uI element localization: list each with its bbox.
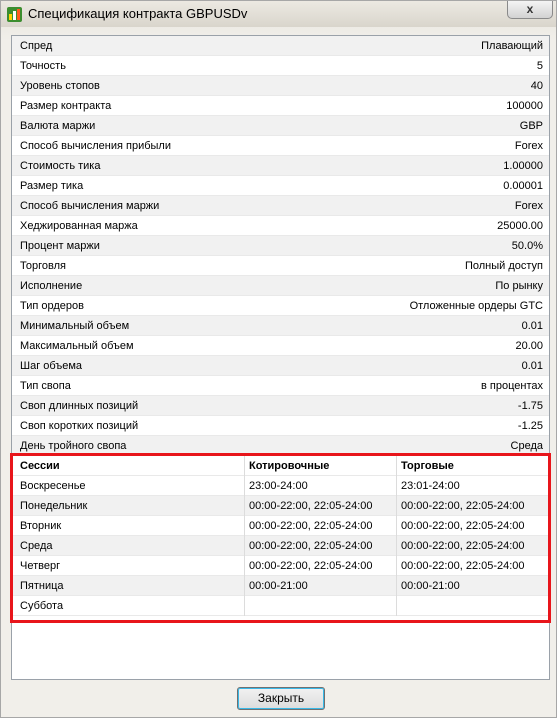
spec-row[interactable] (12, 156, 549, 176)
spec-value: в процентах (481, 380, 543, 392)
session-row[interactable] (12, 556, 549, 576)
spec-row[interactable] (12, 396, 549, 416)
spec-row[interactable] (12, 436, 549, 456)
window-close-button[interactable] (507, 1, 553, 19)
spec-value: Полный доступ (464, 260, 543, 272)
window-title: Спецификация контракта GBPUSDv (28, 6, 248, 21)
session-trade-hours (396, 596, 549, 616)
session-day: Воскресенье (20, 480, 86, 492)
spec-label: День тройного свопа (20, 440, 127, 452)
sessions-header-row (12, 456, 549, 476)
session-day: Четверг (20, 560, 61, 572)
spec-label: Способ вычисления маржи (20, 200, 160, 212)
spec-value: 0.01 (521, 360, 543, 372)
close-icon: x (526, 2, 534, 16)
spec-value: -1.25 (517, 420, 543, 432)
header-quote-sessions: Котировочные (244, 456, 396, 476)
spec-label: Тип ордеров (20, 300, 84, 312)
session-quote-hours: 00:00-21:00 (244, 576, 396, 596)
spec-label: Своп коротких позиций (20, 420, 139, 432)
spec-label: Стоимость тика (20, 160, 101, 172)
session-quote-hours (244, 596, 396, 616)
spec-row[interactable] (12, 116, 549, 136)
spec-row[interactable] (12, 96, 549, 116)
spec-row[interactable] (12, 296, 549, 316)
spec-value: -1.75 (517, 400, 543, 412)
spec-label: Максимальный объем (20, 340, 134, 352)
spec-value: Forex (514, 140, 543, 152)
session-quote-hours: 00:00-22:00, 22:05-24:00 (244, 556, 396, 576)
spec-label: Исполнение (20, 280, 83, 292)
spec-row[interactable] (12, 376, 549, 396)
session-quote-hours: 00:00-22:00, 22:05-24:00 (244, 536, 396, 556)
spec-value: 5 (536, 60, 543, 72)
spec-value: По рынку (495, 280, 543, 292)
session-day: Понедельник (20, 500, 88, 512)
spec-row[interactable] (12, 176, 549, 196)
session-row[interactable] (12, 496, 549, 516)
app-icon (6, 6, 23, 23)
spec-value: 20.00 (515, 340, 543, 352)
spec-label: Валюта маржи (20, 120, 96, 132)
session-day: Суббота (20, 600, 64, 612)
spec-label: Своп длинных позиций (20, 400, 139, 412)
spec-value: Плавающий (481, 40, 543, 52)
spec-row[interactable] (12, 196, 549, 216)
title-bar[interactable] (1, 1, 556, 27)
session-quote-hours: 00:00-22:00, 22:05-24:00 (244, 516, 396, 536)
spec-label: Размер контракта (20, 100, 112, 112)
spec-panel[interactable] (11, 35, 550, 680)
spec-value: Отложенные ордеры GTC (409, 300, 543, 312)
session-row[interactable] (12, 516, 549, 536)
spec-value: 1.00000 (503, 160, 543, 172)
header-sessions: Сессии (20, 460, 60, 472)
session-day: Среда (20, 540, 53, 552)
session-trade-hours: 00:00-22:00, 22:05-24:00 (396, 496, 549, 516)
header-trade-sessions: Торговые (396, 456, 549, 476)
session-trade-hours: 00:00-22:00, 22:05-24:00 (396, 556, 549, 576)
spec-row[interactable] (12, 56, 549, 76)
spec-row[interactable] (12, 356, 549, 376)
spec-value: 100000 (506, 100, 543, 112)
session-row[interactable] (12, 536, 549, 556)
session-trade-hours: 00:00-22:00, 22:05-24:00 (396, 516, 549, 536)
spec-label: Торговля (20, 260, 66, 272)
spec-label: Спред (20, 40, 53, 52)
session-quote-hours: 00:00-22:00, 22:05-24:00 (244, 496, 396, 516)
spec-value: Forex (514, 200, 543, 212)
session-trade-hours: 00:00-21:00 (396, 576, 549, 596)
spec-label: Точность (20, 60, 66, 72)
spec-label: Хеджированная маржа (20, 220, 138, 232)
close-button[interactable]: Закрыть (237, 687, 325, 710)
spec-table (12, 36, 549, 456)
spec-value: 0.01 (521, 320, 543, 332)
spec-row[interactable] (12, 416, 549, 436)
spec-row[interactable] (12, 36, 549, 56)
spec-label: Тип свопа (20, 380, 71, 392)
spec-label: Процент маржи (20, 240, 100, 252)
session-row[interactable] (12, 576, 549, 596)
spec-value: GBP (519, 120, 543, 132)
spec-value: 40 (530, 80, 543, 92)
spec-value: 0.00001 (503, 180, 543, 192)
spec-value: 50.0% (511, 240, 543, 252)
spec-row[interactable] (12, 236, 549, 256)
spec-label: Размер тика (20, 180, 84, 192)
session-day: Пятница (20, 580, 64, 592)
spec-row[interactable] (12, 136, 549, 156)
session-row[interactable] (12, 596, 549, 616)
sessions-table (12, 456, 549, 616)
spec-row[interactable] (12, 316, 549, 336)
spec-row[interactable] (12, 216, 549, 236)
spec-label: Способ вычисления прибыли (20, 140, 171, 152)
session-trade-hours: 23:01-24:00 (396, 476, 549, 496)
spec-row[interactable] (12, 76, 549, 96)
session-quote-hours: 23:00-24:00 (244, 476, 396, 496)
spec-value: 25000.00 (497, 220, 543, 232)
spec-row[interactable] (12, 256, 549, 276)
session-trade-hours: 00:00-22:00, 22:05-24:00 (396, 536, 549, 556)
session-row[interactable] (12, 476, 549, 496)
spec-row[interactable] (12, 336, 549, 356)
session-day: Вторник (20, 520, 62, 532)
spec-label: Шаг объема (20, 360, 82, 372)
spec-value: Среда (510, 440, 543, 452)
spec-label: Минимальный объем (20, 320, 130, 332)
spec-row[interactable] (12, 276, 549, 296)
spec-label: Уровень стопов (20, 80, 100, 92)
